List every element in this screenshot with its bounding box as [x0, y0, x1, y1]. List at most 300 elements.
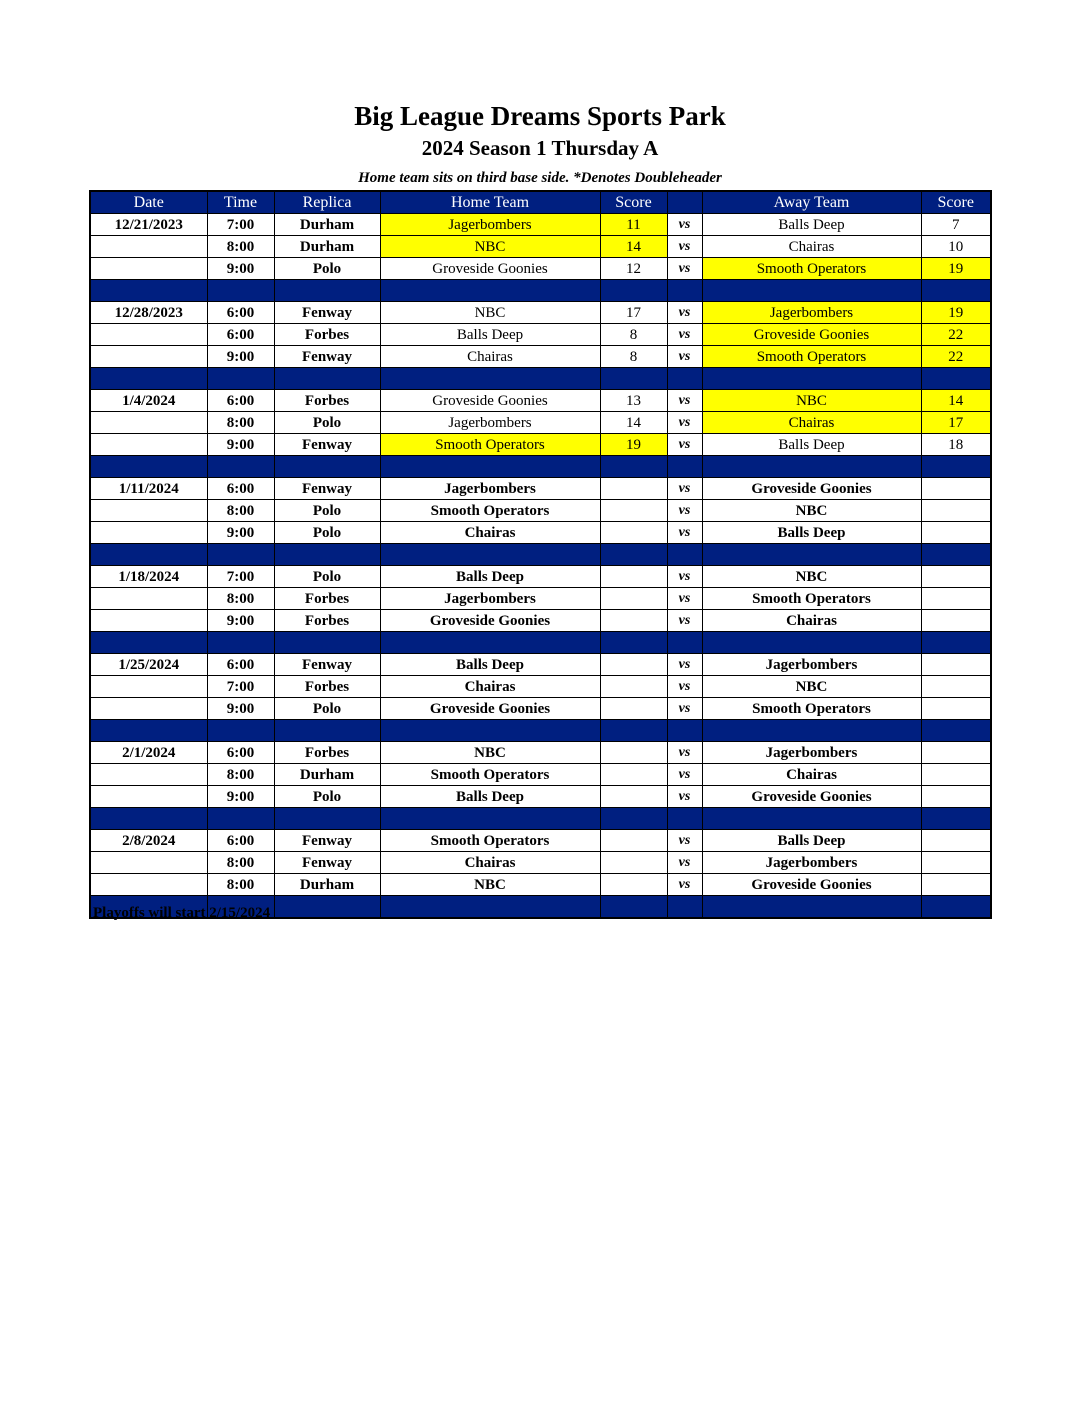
replica-cell: Fenway: [274, 434, 380, 456]
away-score-cell: 14: [921, 390, 991, 412]
away-team-cell: Smooth Operators: [702, 258, 921, 280]
date-cell: [90, 676, 207, 698]
separator-cell: [702, 456, 921, 478]
vs-cell: vs: [667, 852, 702, 874]
replica-cell: Fenway: [274, 852, 380, 874]
time-cell: 9:00: [207, 258, 274, 280]
time-cell: 9:00: [207, 522, 274, 544]
replica-cell: Durham: [274, 874, 380, 896]
separator-cell: [380, 544, 600, 566]
table-row: [90, 852, 991, 874]
separator-cell: [600, 720, 667, 742]
replica-cell: Fenway: [274, 302, 380, 324]
separator-cell: [667, 720, 702, 742]
date-cell: [90, 236, 207, 258]
home-team-cell: Chairas: [380, 676, 600, 698]
header-home-team: Home Team: [380, 191, 600, 214]
away-team-cell: Jagerbombers: [702, 302, 921, 324]
away-team-cell: Groveside Goonies: [702, 478, 921, 500]
away-team-cell: Balls Deep: [702, 522, 921, 544]
page-subtitle: 2024 Season 1 Thursday A: [421, 136, 659, 160]
home-score-cell: [600, 588, 667, 610]
away-team-cell: NBC: [702, 676, 921, 698]
separator-cell: [921, 280, 991, 302]
header-replica: Replica: [274, 191, 380, 214]
away-team-cell: Chairas: [702, 764, 921, 786]
separator-cell: [90, 456, 207, 478]
home-score-cell: 8: [600, 324, 667, 346]
home-team-cell: Chairas: [380, 522, 600, 544]
date-cell: [90, 852, 207, 874]
away-score-cell: 18: [921, 434, 991, 456]
separator-cell: [921, 544, 991, 566]
away-team-cell: Smooth Operators: [702, 698, 921, 720]
separator-cell: [702, 808, 921, 830]
vs-cell: vs: [667, 764, 702, 786]
separator-cell: [667, 896, 702, 919]
table-row: [90, 698, 991, 720]
time-cell: 8:00: [207, 852, 274, 874]
date-cell: [90, 324, 207, 346]
replica-cell: Durham: [274, 236, 380, 258]
separator-cell: [600, 280, 667, 302]
table-row: [90, 654, 991, 676]
separator-cell: [380, 720, 600, 742]
home-score-cell: [600, 676, 667, 698]
schedule-body: [90, 214, 991, 919]
table-row: [90, 566, 991, 588]
separator-cell: [90, 368, 207, 390]
home-team-cell: Jagerbombers: [380, 214, 600, 236]
table-row: [90, 522, 991, 544]
away-score-cell: 7: [921, 214, 991, 236]
week-separator-row: [90, 632, 991, 654]
replica-cell: Polo: [274, 566, 380, 588]
home-score-cell: 14: [600, 236, 667, 258]
away-score-cell: [921, 852, 991, 874]
separator-cell: [207, 368, 274, 390]
away-score-cell: [921, 676, 991, 698]
time-cell: 9:00: [207, 346, 274, 368]
replica-cell: Polo: [274, 786, 380, 808]
home-score-cell: [600, 698, 667, 720]
home-team-cell: Balls Deep: [380, 566, 600, 588]
date-cell: [90, 786, 207, 808]
home-score-cell: [600, 852, 667, 874]
separator-cell: [667, 544, 702, 566]
home-team-cell: Jagerbombers: [380, 588, 600, 610]
table-row: [90, 874, 991, 896]
table-row: [90, 434, 991, 456]
header-vs: [667, 191, 702, 214]
separator-cell: [600, 896, 667, 919]
away-score-cell: [921, 830, 991, 852]
separator-cell: [274, 368, 380, 390]
home-score-cell: [600, 764, 667, 786]
home-team-cell: Smooth Operators: [380, 500, 600, 522]
replica-cell: Durham: [274, 214, 380, 236]
header-away-team: Away Team: [702, 191, 921, 214]
separator-cell: [274, 808, 380, 830]
vs-cell: vs: [667, 522, 702, 544]
time-cell: 6:00: [207, 478, 274, 500]
separator-cell: [380, 456, 600, 478]
date-cell: [90, 346, 207, 368]
replica-cell: Durham: [274, 764, 380, 786]
home-score-cell: [600, 522, 667, 544]
date-cell: [90, 764, 207, 786]
separator-cell: [207, 632, 274, 654]
time-cell: 9:00: [207, 610, 274, 632]
replica-cell: Polo: [274, 500, 380, 522]
week-separator-row: [90, 456, 991, 478]
replica-cell: Fenway: [274, 830, 380, 852]
away-score-cell: [921, 654, 991, 676]
table-row: [90, 610, 991, 632]
separator-cell: [702, 368, 921, 390]
header-home-score: Score: [600, 191, 667, 214]
schedule-table: [89, 190, 992, 919]
time-cell: 9:00: [207, 434, 274, 456]
separator-cell: [90, 720, 207, 742]
header-time: Time: [207, 191, 274, 214]
separator-cell: [90, 544, 207, 566]
separator-cell: [207, 544, 274, 566]
home-score-cell: [600, 874, 667, 896]
vs-cell: vs: [667, 786, 702, 808]
separator-cell: [921, 368, 991, 390]
vs-cell: vs: [667, 214, 702, 236]
schedule-note: Home team sits on third base side. *Denotes Doubleheader: [358, 170, 722, 186]
home-score-cell: [600, 478, 667, 500]
away-team-cell: Jagerbombers: [702, 654, 921, 676]
vs-cell: vs: [667, 874, 702, 896]
separator-cell: [274, 896, 380, 919]
away-team-cell: Smooth Operators: [702, 588, 921, 610]
separator-cell: [380, 368, 600, 390]
replica-cell: Forbes: [274, 610, 380, 632]
table-row: [90, 500, 991, 522]
separator-cell: [380, 808, 600, 830]
separator-cell: [667, 808, 702, 830]
time-cell: 9:00: [207, 786, 274, 808]
date-cell: 2/8/2024: [90, 830, 207, 852]
table-row: [90, 324, 991, 346]
separator-cell: [90, 808, 207, 830]
away-score-cell: [921, 566, 991, 588]
home-team-cell: Balls Deep: [380, 786, 600, 808]
separator-cell: [921, 456, 991, 478]
table-row: [90, 478, 991, 500]
home-score-cell: [600, 830, 667, 852]
header-row: [90, 191, 991, 214]
home-score-cell: 11: [600, 214, 667, 236]
vs-cell: vs: [667, 676, 702, 698]
away-score-cell: 17: [921, 412, 991, 434]
separator-cell: [274, 720, 380, 742]
away-team-cell: Balls Deep: [702, 214, 921, 236]
vs-cell: vs: [667, 698, 702, 720]
date-cell: 1/11/2024: [90, 478, 207, 500]
vs-cell: vs: [667, 478, 702, 500]
page-title: Big League Dreams Sports Park: [354, 101, 726, 131]
home-team-cell: Groveside Goonies: [380, 698, 600, 720]
replica-cell: Polo: [274, 698, 380, 720]
home-score-cell: 19: [600, 434, 667, 456]
separator-cell: [702, 632, 921, 654]
separator-cell: [600, 456, 667, 478]
table-row: [90, 236, 991, 258]
home-team-cell: Groveside Goonies: [380, 390, 600, 412]
home-score-cell: 17: [600, 302, 667, 324]
time-cell: 6:00: [207, 654, 274, 676]
separator-cell: [600, 632, 667, 654]
away-team-cell: Chairas: [702, 610, 921, 632]
separator-cell: [702, 896, 921, 919]
away-score-cell: [921, 742, 991, 764]
vs-cell: vs: [667, 588, 702, 610]
table-row: [90, 412, 991, 434]
away-score-cell: 22: [921, 346, 991, 368]
away-score-cell: [921, 786, 991, 808]
time-cell: 6:00: [207, 830, 274, 852]
date-cell: 1/25/2024: [90, 654, 207, 676]
date-cell: [90, 500, 207, 522]
time-cell: 6:00: [207, 390, 274, 412]
separator-cell: [667, 456, 702, 478]
away-score-cell: [921, 588, 991, 610]
replica-cell: Polo: [274, 412, 380, 434]
header-date: Date: [90, 191, 207, 214]
vs-cell: vs: [667, 236, 702, 258]
replica-cell: Forbes: [274, 676, 380, 698]
home-score-cell: [600, 654, 667, 676]
away-team-cell: Balls Deep: [702, 434, 921, 456]
time-cell: 6:00: [207, 742, 274, 764]
time-cell: 7:00: [207, 676, 274, 698]
table-row: [90, 830, 991, 852]
away-score-cell: [921, 500, 991, 522]
time-cell: 9:00: [207, 698, 274, 720]
vs-cell: vs: [667, 566, 702, 588]
time-cell: 8:00: [207, 588, 274, 610]
away-team-cell: NBC: [702, 390, 921, 412]
home-score-cell: 12: [600, 258, 667, 280]
replica-cell: Fenway: [274, 478, 380, 500]
separator-cell: [207, 280, 274, 302]
vs-cell: vs: [667, 434, 702, 456]
table-row: [90, 588, 991, 610]
time-cell: 8:00: [207, 874, 274, 896]
date-cell: 1/18/2024: [90, 566, 207, 588]
separator-cell: [921, 720, 991, 742]
time-cell: 6:00: [207, 302, 274, 324]
away-team-cell: Chairas: [702, 412, 921, 434]
vs-cell: vs: [667, 324, 702, 346]
table-row: [90, 214, 991, 236]
home-team-cell: Groveside Goonies: [380, 610, 600, 632]
vs-cell: vs: [667, 742, 702, 764]
week-separator-row: [90, 368, 991, 390]
home-team-cell: Smooth Operators: [380, 830, 600, 852]
header-away-score: Score: [921, 191, 991, 214]
week-separator-row: [90, 808, 991, 830]
separator-cell: [600, 808, 667, 830]
home-score-cell: [600, 742, 667, 764]
separator-cell: [274, 456, 380, 478]
home-team-cell: Smooth Operators: [380, 764, 600, 786]
time-cell: 7:00: [207, 566, 274, 588]
date-cell: 2/1/2024: [90, 742, 207, 764]
home-team-cell: Jagerbombers: [380, 478, 600, 500]
date-cell: [90, 258, 207, 280]
replica-cell: Polo: [274, 522, 380, 544]
week-separator-row: [90, 720, 991, 742]
table-row: [90, 302, 991, 324]
date-cell: [90, 522, 207, 544]
home-score-cell: 14: [600, 412, 667, 434]
replica-cell: Fenway: [274, 654, 380, 676]
table-row: [90, 786, 991, 808]
home-team-cell: Jagerbombers: [380, 412, 600, 434]
away-score-cell: 22: [921, 324, 991, 346]
vs-cell: vs: [667, 500, 702, 522]
date-cell: 1/4/2024: [90, 390, 207, 412]
vs-cell: vs: [667, 412, 702, 434]
table-row: [90, 346, 991, 368]
away-team-cell: Groveside Goonies: [702, 874, 921, 896]
separator-cell: [702, 720, 921, 742]
home-team-cell: Balls Deep: [380, 654, 600, 676]
home-score-cell: [600, 786, 667, 808]
separator-cell: [702, 280, 921, 302]
separator-cell: [90, 632, 207, 654]
separator-cell: [380, 896, 600, 919]
date-cell: 12/21/2023: [90, 214, 207, 236]
away-team-cell: Groveside Goonies: [702, 786, 921, 808]
separator-cell: [274, 544, 380, 566]
away-score-cell: [921, 522, 991, 544]
away-score-cell: [921, 478, 991, 500]
vs-cell: vs: [667, 258, 702, 280]
vs-cell: vs: [667, 830, 702, 852]
replica-cell: Forbes: [274, 324, 380, 346]
home-score-cell: [600, 500, 667, 522]
vs-cell: vs: [667, 654, 702, 676]
week-separator-row: [90, 280, 991, 302]
table-row: [90, 764, 991, 786]
time-cell: 8:00: [207, 764, 274, 786]
replica-cell: Forbes: [274, 588, 380, 610]
away-score-cell: [921, 610, 991, 632]
date-cell: [90, 588, 207, 610]
separator-cell: [207, 456, 274, 478]
date-cell: [90, 412, 207, 434]
date-cell: [90, 434, 207, 456]
home-team-cell: Chairas: [380, 346, 600, 368]
separator-cell: [207, 720, 274, 742]
vs-cell: vs: [667, 390, 702, 412]
replica-cell: Forbes: [274, 742, 380, 764]
away-score-cell: [921, 698, 991, 720]
separator-cell: [274, 632, 380, 654]
away-team-cell: Chairas: [702, 236, 921, 258]
replica-cell: Polo: [274, 258, 380, 280]
table-row: [90, 390, 991, 412]
playoffs-note: Playoffs will start 2/15/2024: [93, 905, 271, 921]
date-cell: [90, 874, 207, 896]
away-team-cell: Smooth Operators: [702, 346, 921, 368]
away-team-cell: NBC: [702, 500, 921, 522]
separator-cell: [921, 632, 991, 654]
home-score-cell: 8: [600, 346, 667, 368]
time-cell: 8:00: [207, 236, 274, 258]
table-row: [90, 742, 991, 764]
separator-cell: [600, 368, 667, 390]
separator-cell: [600, 544, 667, 566]
replica-cell: Forbes: [274, 390, 380, 412]
separator-cell: [380, 280, 600, 302]
date-cell: 12/28/2023: [90, 302, 207, 324]
home-team-cell: Groveside Goonies: [380, 258, 600, 280]
away-score-cell: 19: [921, 258, 991, 280]
away-score-cell: [921, 874, 991, 896]
home-score-cell: [600, 566, 667, 588]
separator-cell: [667, 280, 702, 302]
away-team-cell: Balls Deep: [702, 830, 921, 852]
separator-cell: [207, 808, 274, 830]
away-team-cell: Groveside Goonies: [702, 324, 921, 346]
away-score-cell: 19: [921, 302, 991, 324]
home-team-cell: NBC: [380, 742, 600, 764]
vs-cell: vs: [667, 302, 702, 324]
separator-cell: [380, 632, 600, 654]
home-team-cell: Smooth Operators: [380, 434, 600, 456]
vs-cell: vs: [667, 610, 702, 632]
week-separator-row: [90, 544, 991, 566]
replica-cell: Fenway: [274, 346, 380, 368]
away-score-cell: [921, 764, 991, 786]
home-team-cell: NBC: [380, 874, 600, 896]
time-cell: 8:00: [207, 500, 274, 522]
home-team-cell: Chairas: [380, 852, 600, 874]
date-cell: [90, 610, 207, 632]
away-team-cell: NBC: [702, 566, 921, 588]
home-team-cell: NBC: [380, 302, 600, 324]
home-team-cell: NBC: [380, 236, 600, 258]
time-cell: 7:00: [207, 214, 274, 236]
home-score-cell: 13: [600, 390, 667, 412]
home-team-cell: Balls Deep: [380, 324, 600, 346]
time-cell: 6:00: [207, 324, 274, 346]
table-row: [90, 676, 991, 698]
separator-cell: [702, 544, 921, 566]
vs-cell: vs: [667, 346, 702, 368]
away-team-cell: Jagerbombers: [702, 742, 921, 764]
date-cell: [90, 698, 207, 720]
time-cell: 8:00: [207, 412, 274, 434]
separator-cell: [90, 280, 207, 302]
separator-cell: [667, 632, 702, 654]
separator-cell: [274, 280, 380, 302]
away-team-cell: Jagerbombers: [702, 852, 921, 874]
separator-cell: [921, 896, 991, 919]
separator-cell: [921, 808, 991, 830]
separator-cell: [667, 368, 702, 390]
table-row: [90, 258, 991, 280]
home-score-cell: [600, 610, 667, 632]
away-score-cell: 10: [921, 236, 991, 258]
